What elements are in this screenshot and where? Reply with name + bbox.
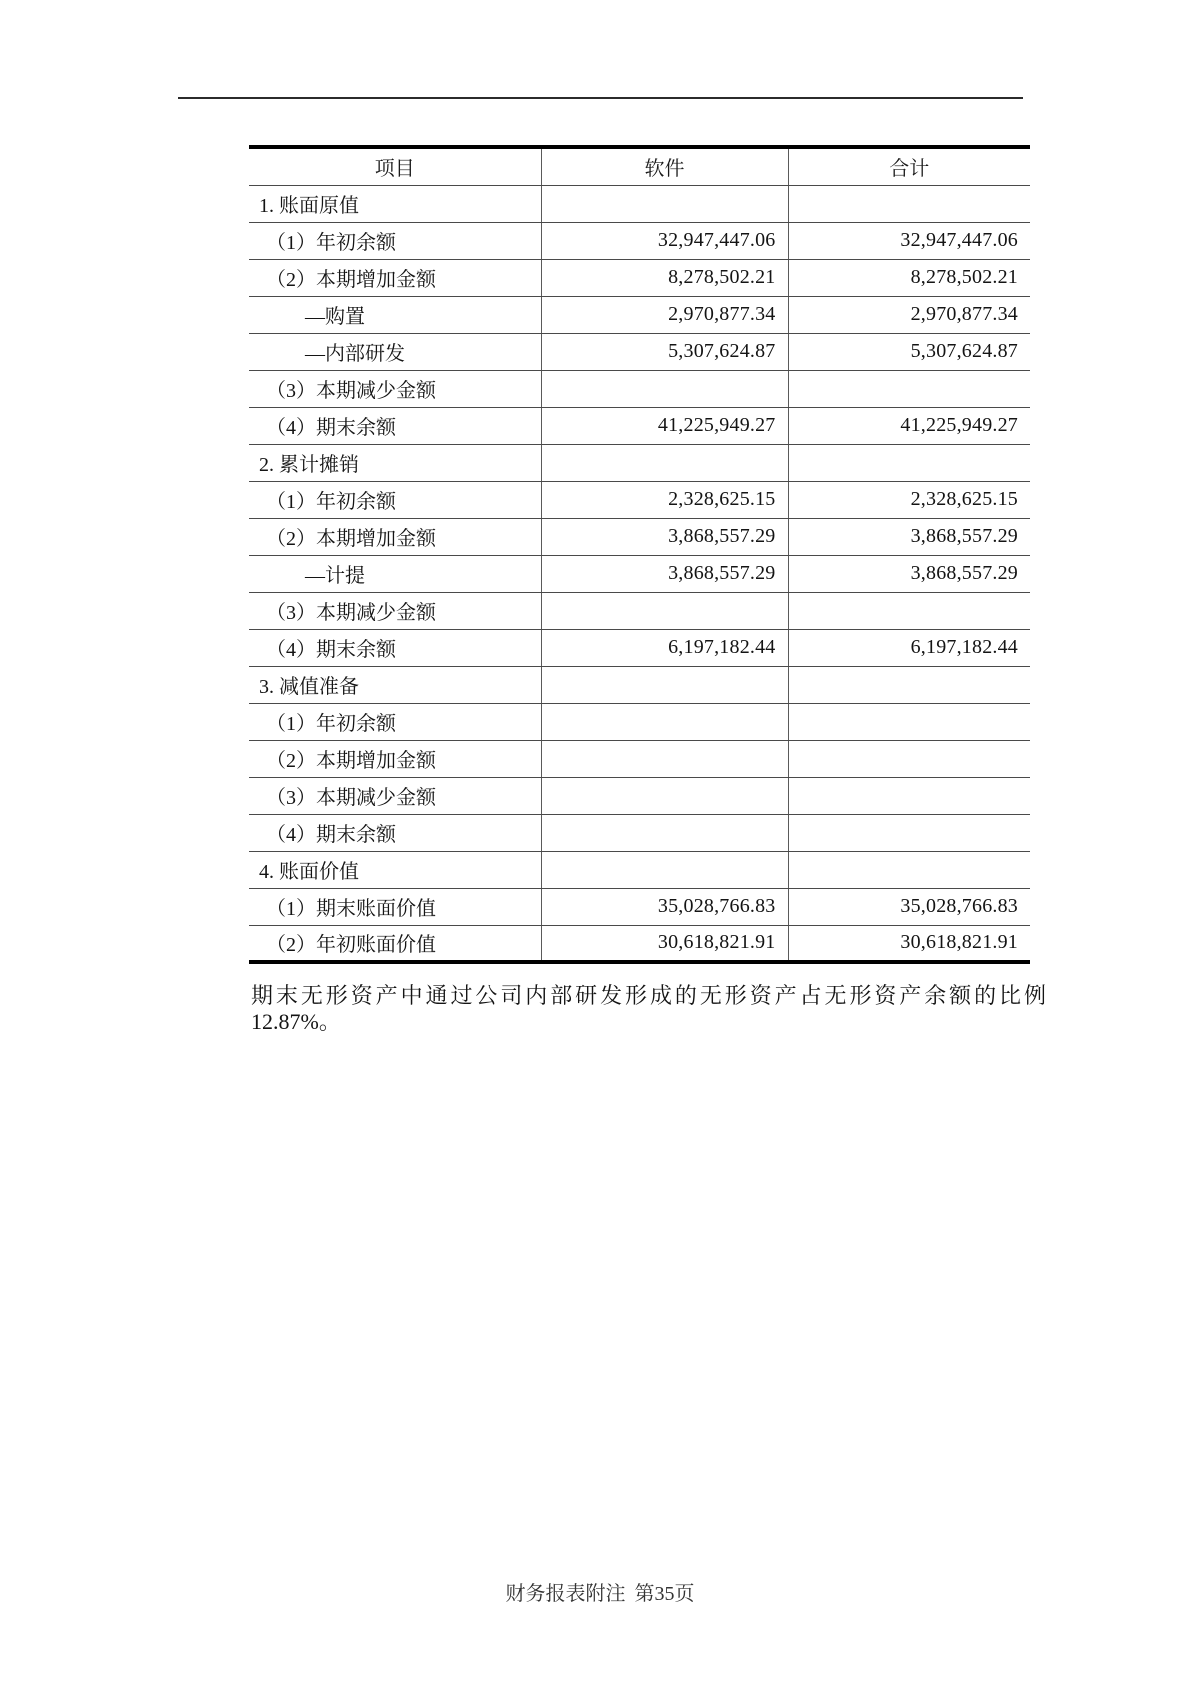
software-value-cell: 2,328,625.15 (541, 481, 788, 518)
software-value-cell (541, 814, 788, 851)
item-label-cell: （2）年初账面价值 (266, 934, 436, 957)
software-value-cell (541, 740, 788, 777)
total-value-cell (788, 814, 1030, 851)
item-label-cell: 3. 减值准备 (249, 666, 541, 703)
software-value-cell (541, 777, 788, 814)
item-label-cell: 1. 账面原值 (249, 185, 541, 222)
table-row (249, 185, 1030, 222)
table-row (249, 259, 1030, 296)
table-row (249, 925, 1030, 962)
software-value-cell (541, 185, 788, 222)
item-label-cell: （4）期末余额 (249, 407, 541, 444)
table-row (249, 666, 1030, 703)
software-value-cell: 30,618,821.91 (541, 925, 788, 962)
total-value-cell (788, 777, 1030, 814)
total-value-cell (788, 370, 1030, 407)
table-row (249, 740, 1030, 777)
column-header-item: 项目 (249, 147, 541, 185)
software-value-cell: 8,278,502.21 (541, 259, 788, 296)
intangible-assets-table (249, 145, 1030, 964)
software-value-cell (541, 703, 788, 740)
total-value-cell: 2,970,877.34 (788, 296, 1030, 333)
software-value-cell: 3,868,557.29 (541, 518, 788, 555)
total-value-cell: 32,947,447.06 (788, 222, 1030, 259)
table-row (249, 296, 1030, 333)
item-label-cell: （1）期末账面价值 (249, 888, 541, 925)
note-paragraph: 期末无形资产中通过公司内部研发形成的无形资产占无形资产余额的比例 12.87%。 (251, 983, 1046, 1034)
total-value-cell: 5,307,624.87 (788, 333, 1030, 370)
column-header-software: 软件 (541, 147, 788, 185)
software-value-cell (541, 370, 788, 407)
table-row (249, 814, 1030, 851)
total-value-cell: 3,868,557.29 (788, 518, 1030, 555)
item-label-cell: —计提 (249, 555, 541, 592)
table-row (249, 518, 1030, 555)
table-row (249, 222, 1030, 259)
table-row (249, 703, 1030, 740)
total-value-cell (788, 703, 1030, 740)
page-top-divider (178, 97, 1023, 99)
item-label-cell: —内部研发 (249, 333, 541, 370)
table-row (249, 333, 1030, 370)
total-value-cell (788, 740, 1030, 777)
total-value-cell (788, 444, 1030, 481)
item-label-cell: （3）本期减少金额 (249, 592, 541, 629)
table-row (249, 444, 1030, 481)
table-row (249, 777, 1030, 814)
software-value-cell (541, 666, 788, 703)
software-value-cell: 6,197,182.44 (541, 629, 788, 666)
software-value-cell (541, 592, 788, 629)
table-header-row (249, 147, 1030, 185)
total-value-cell (788, 592, 1030, 629)
table-row (249, 888, 1030, 925)
table-row (249, 407, 1030, 444)
software-value-cell: 3,868,557.29 (541, 555, 788, 592)
item-label-cell: （1）年初余额 (249, 703, 541, 740)
item-label-cell: （3）本期减少金额 (249, 370, 541, 407)
total-value-cell: 6,197,182.44 (788, 629, 1030, 666)
item-label-cell: （1）年初余额 (249, 222, 541, 259)
total-value-cell: 2,328,625.15 (788, 481, 1030, 518)
software-value-cell: 35,028,766.83 (541, 888, 788, 925)
item-label-cell: （4）期末余额 (249, 814, 541, 851)
software-value-cell: 41,225,949.27 (541, 407, 788, 444)
total-value-cell: 30,618,821.91 (788, 925, 1030, 962)
software-value-cell: 32,947,447.06 (541, 222, 788, 259)
table-row (249, 851, 1030, 888)
software-value-cell: 5,307,624.87 (541, 333, 788, 370)
item-label-cell: （1）年初余额 (249, 481, 541, 518)
table-row (249, 592, 1030, 629)
item-label-cell: 2. 累计摊销 (249, 444, 541, 481)
table-row (249, 555, 1030, 592)
total-value-cell: 8,278,502.21 (788, 259, 1030, 296)
software-value-cell (541, 444, 788, 481)
total-value-cell (788, 185, 1030, 222)
total-value-cell (788, 851, 1030, 888)
table-row (249, 370, 1030, 407)
table-row (249, 629, 1030, 666)
item-label-cell: （2）本期增加金额 (249, 259, 541, 296)
total-value-cell: 3,868,557.29 (788, 555, 1030, 592)
item-label-cell: （2）本期增加金额 (249, 740, 541, 777)
total-value-cell: 35,028,766.83 (788, 888, 1030, 925)
software-value-cell (541, 851, 788, 888)
software-value-cell: 2,970,877.34 (541, 296, 788, 333)
item-label-cell: （4）期末余额 (249, 629, 541, 666)
total-value-cell (788, 666, 1030, 703)
page-footer: 财务报表附注 第35页 (505, 1583, 695, 1605)
item-label-cell: 4. 账面价值 (249, 851, 541, 888)
item-label-cell: （2）本期增加金额 (249, 518, 541, 555)
table-row (249, 481, 1030, 518)
item-label-cell: （3）本期减少金额 (249, 777, 541, 814)
column-header-total: 合计 (788, 147, 1030, 185)
item-label-cell: —购置 (249, 296, 541, 333)
total-value-cell: 41,225,949.27 (788, 407, 1030, 444)
